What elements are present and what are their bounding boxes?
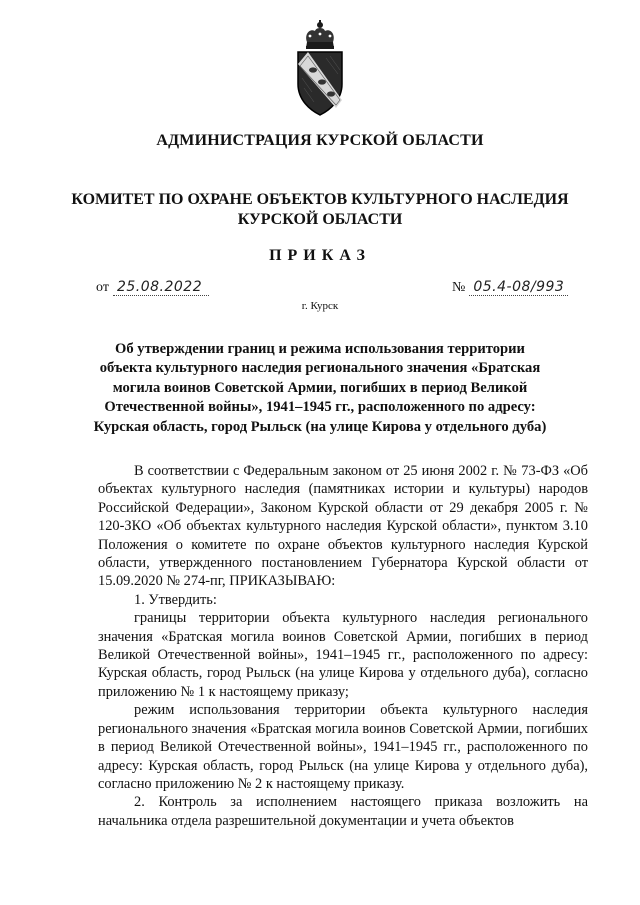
- item-1-borders-paragraph: границы территории объекта культурного наследия регионального значения «Братская могила воинов Советской Армии, погибших в период Великой Отечественной войны», 1941–1945 гг., расположенного по адресу: Курская область, город Рыльск (на улице Кирова у отдельного дуба), согласно приложению № 1 к настоящему приказу;: [98, 610, 588, 700]
- date-prefix: от: [96, 280, 109, 295]
- committee-title-line2: КУРСКОЙ ОБЛАСТИ: [237, 211, 403, 228]
- coat-of-arms-emblem: [286, 18, 354, 118]
- number-value: 05.4-08/993: [469, 279, 568, 296]
- committee-title: [0, 190, 640, 230]
- city-label: г. Курск: [301, 300, 339, 312]
- number-prefix: №: [452, 280, 466, 295]
- order-number: [452, 279, 568, 296]
- order-date: [96, 279, 209, 296]
- subject-line: Отечественной войны», 1941–1945 гг., расположенного по адресу:: [104, 399, 536, 416]
- order-title: ПРИКАЗ: [269, 247, 371, 264]
- item-1-heading: 1. Утвердить:: [134, 591, 217, 608]
- administration-title: АДМИНИСТРАЦИЯ КУРСКОЙ ОБЛАСТИ: [156, 132, 484, 149]
- subject-line: Курская область, город Рыльск (на улице Кирова у отдельного дуба): [93, 418, 547, 435]
- order-subject: [80, 340, 560, 437]
- date-value: 25.08.2022: [113, 279, 209, 296]
- subject-line: объекта культурного наследия регионального значения «Братская: [99, 360, 541, 377]
- intro-paragraph: В соответствии с Федеральным законом от 25 июня 2002 г. № 73-ФЗ «Об объектах культурного наследия (памятниках истории и культуры) народов Российской Федерации», Законом Курской области от 29 декабря 2005 г. № 120-ЗКО «Об объектах культурного наследия Курской области», пунктом 3.10 Положения о комитете по охране объектов культурного наследия Курской области, утвержденного постановлением Губернатора Курской области от 15.09.2020 № 274-пг, ПРИКАЗЫВАЮ:: [98, 463, 588, 590]
- crowned-shield-icon: [286, 18, 354, 118]
- subject-line: могила воинов Советской Армии, погибших в период Великой: [112, 379, 528, 396]
- item-1-regime-paragraph: режим использования территории объекта культурного наследия регионального значения «Братская могила воинов Советской Армии, погибших в период Великой Отечественной войны», 1941–1945 гг., расположенного по адресу: Курская область, город Рыльск (на улице Кирова у отдельного дуба), согласно приложению № 2 к настоящему приказу.: [98, 702, 588, 792]
- item-2-paragraph: 2. Контроль за исполнением настоящего приказа возложить на начальника отдела разрешительной документации и учета объектов: [98, 794, 588, 829]
- subject-line: Об утверждении границ и режима использования территории: [115, 341, 525, 357]
- order-body: [98, 462, 588, 830]
- committee-title-line1: КОМИТЕТ ПО ОХРАНЕ ОБЪЕКТОВ КУЛЬТУРНОГО НАСЛЕДИЯ: [71, 191, 569, 208]
